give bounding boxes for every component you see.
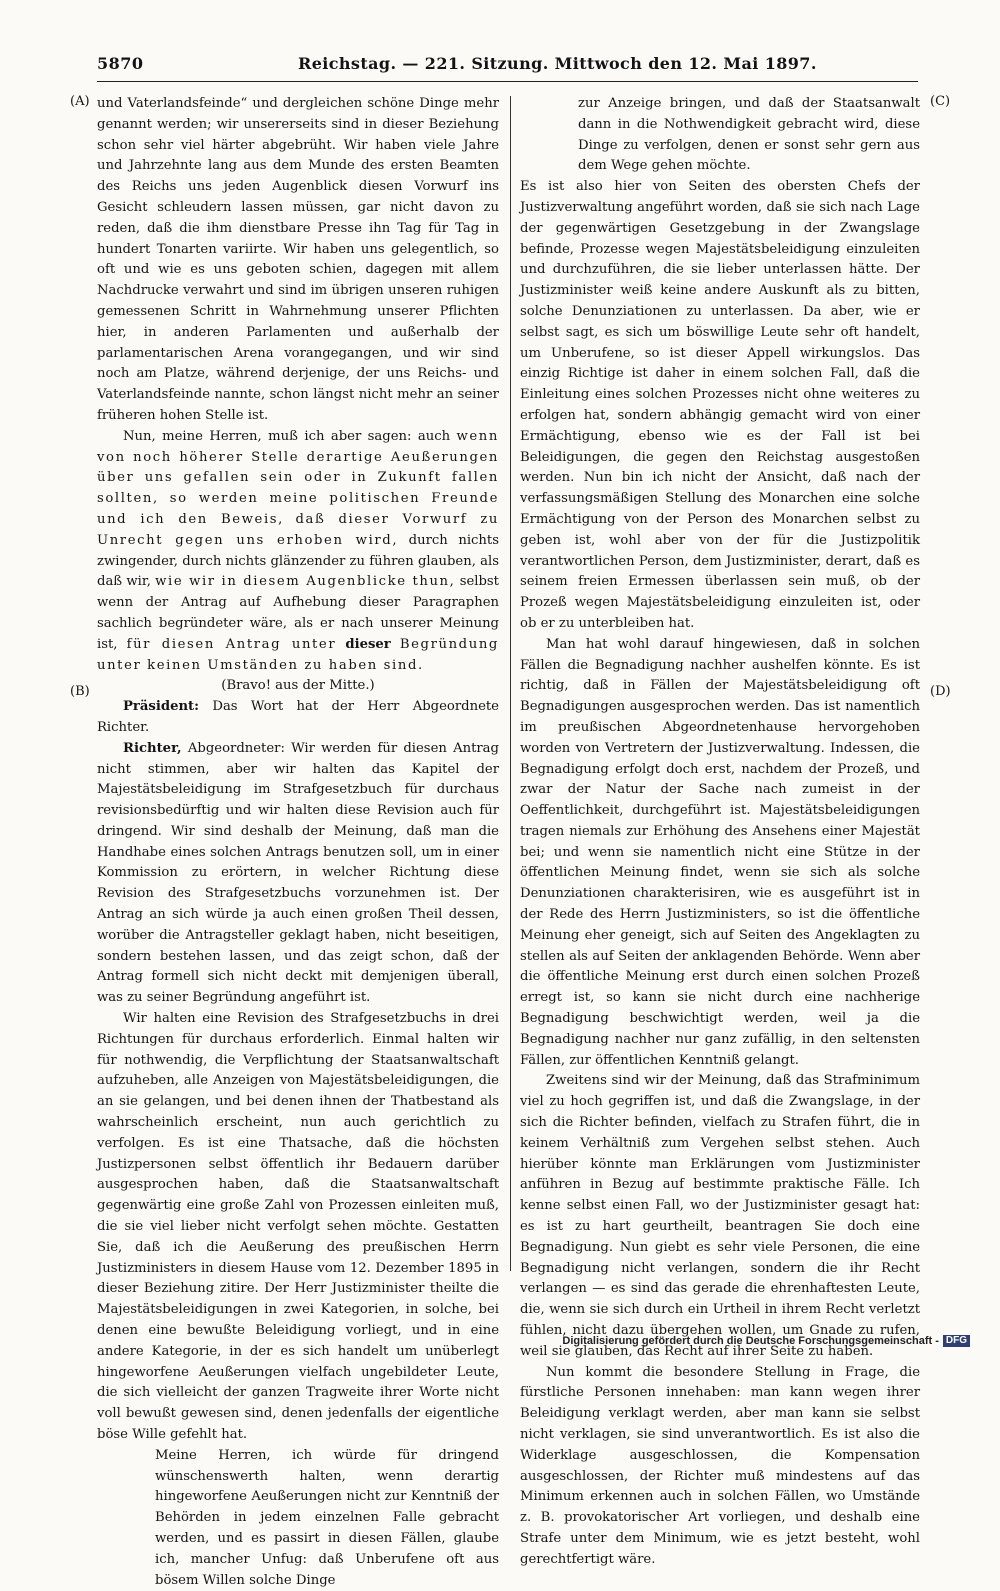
paragraph bbox=[97, 427, 499, 677]
applause-note: (Bravo! aus der Mitte.) bbox=[221, 678, 375, 694]
text-run: Abgeordneter: Wir werden für diesen Antrag nicht stimmen, aber wir halten das Kapitel der Majestätsbeleidigung im Strafgesetzbuch für durchaus revisionsbedürftig und wir halten diese Revision auch für dringend. Wir sind deshalb der Meinung, daß man die Handhabe eines solchen Antrags benutzen soll, um in einer Kommission zu erörtern, in welcher Richtung diese Revision des Strafgesetzbuchs vorzunehmen ist. Der Antrag an sich würde ja auch einen großen Theil dessen, worüber die Antragsteller geklagt haben, nicht beseitigen, sondern bestehen lassen, und das zeigt schon, daß der Antrag formell sich nicht deckt mit demjenigen überall, was zu seiner Begründung angeführt ist. bbox=[97, 740, 499, 1006]
emphasized-text: wenn von noch höherer Stelle derartige Aeußerungen über uns gefallen sein oder in Zukunft fallen sollten, so werden meine politischen Freunde und ich den Beweis, bbox=[97, 428, 499, 527]
emphasized-text: Begründung unter keinen Umständen zu haben sind. bbox=[97, 636, 499, 673]
digitization-note bbox=[562, 1335, 970, 1347]
bold-word: dieser bbox=[345, 636, 391, 652]
quotation: zur Anzeige bringen, und daß der Staatsanwalt dann in die Nothwendigkeit gebracht wird, diese Dinge zu verfolgen, denen er sonst sehr gern aus dem Wege gehen möchte. bbox=[578, 96, 920, 174]
paragraph: und Vaterlandsfeinde“ und dergleichen schöne Dinge mehr genannt werden; wir unsererseits sind in dieser Beziehung schon sehr viel härter abgebrüht. Wir haben viele Jahre und Jahrzehnte lang aus dem Munde des ersten Beamten des Reichs uns jeden Augenblick diesen Vorwurf ins Gesicht schleudern lassen müssen, gar nicht davon zu reden, daß die ihm dienstbare Presse ihn Tag für Tag in hundert Tonarten variirte. Wir haben uns gelegentlich, so oft und wie es uns geboten schien, dagegen mit allem Nachdrucke verwahrt und sind im übrigen unseren ruhigen gemessenen Schritt in Wahrnehmung unserer Pflichten hier, in anderen Parlamenten und außerhalb der parlamentarischen Arena vorangegangen, und wir sind noch am Platze, während derjenige, der uns Reichs- und Vaterlandsfeinde nannte, schon längst nicht mehr an seiner früheren hohen Stelle ist. bbox=[97, 96, 499, 423]
emphasized-text: daß dieser Vorwurf zu Unrecht gegen uns erhoben wird, bbox=[97, 511, 499, 548]
dfg-logo: DFG bbox=[943, 1335, 970, 1347]
margin-marker-a: (A) bbox=[70, 94, 90, 109]
text-run: Das Wort hat der Herr Abgeordnete Richter. bbox=[97, 699, 499, 735]
quotation: Meine Herren, ich würde für dringend wünschenswerth halten, wenn derartig hingeworfene Aeußerungen nicht zur Kenntniß der Behörden in jedem einzelnen Falle gebracht werden, und es passirt in diesen Fällen, glaube ich, mancher Unfug: daß Unberufene oft aus bösem Willen solche Dinge bbox=[155, 1447, 499, 1588]
paragraph bbox=[97, 739, 499, 1009]
text-run: selbst wenn der Antrag auf Aufhebung dieser Paragraphen sachlich begründeter wäre, als er nach unserer Meinung ist, bbox=[97, 574, 499, 652]
page-number: 5870 bbox=[97, 54, 144, 73]
emphasized-text: wie wir in diesem Augenblicke thun, bbox=[155, 574, 456, 590]
margin-marker-b: (B) bbox=[70, 684, 90, 699]
speaker-label: Präsident: bbox=[123, 699, 200, 715]
margin-marker-d: (D) bbox=[930, 684, 951, 699]
running-header: Reichstag. — 221. Sitzung. Mittwoch den 12. Mai 1897. bbox=[298, 54, 817, 73]
paragraph: Man hat wohl darauf hingewiesen, daß in solchen Fällen die Begnadigung nachher aushelfen könnte. Es ist richtig, daß in Fällen der Majestätsbeleidigung oft Begnadigungen ausgesprochen werden. Das ist namentlich im preußischen Abgeordnetenhause hervorgehoben worden von Vertretern der Justizverwaltung. Indessen, die Begnadigung erfolgt doch erst, nachdem der Prozeß, und zwar der Natur der Sache nach zumeist in der Oeffentlichkeit, durchgeführt ist. Majestätsbeleidigungen tragen niemals zur Erhöhung des Ansehens einer Majestät bei; und wenn sie namentlich nicht eine Stütze in der öffentlichen Meinung findet, wenn sie sich als solche Denunziationen charakterisiren, wie es ausgeführt ist in der Rede des Herrn Justizministers, so ist die öffentliche Meinung eher geneigt, sich auf Seiten des Angeklagten zu stellen als auf Seiten der anklagenden Behörde. Wenn aber die öffentliche Meinung erst durch einen solchen Prozeß erregt ist, so kann sie nicht durch eine nachherige Begnadigung beschwichtigt werden, weil ja die Begnadigung nachher nur ganz zufällig, in den seltensten Fällen, zur öffentlichen Kenntniß gelangt. bbox=[520, 636, 920, 1068]
left-column bbox=[97, 94, 499, 1588]
paragraph: Nun kommt die besondere Stellung in Frage, die fürstliche Personen innehaben: man kann wegen ihrer Beleidigung verklagt werden, aber man kann sie selbst nicht verklagen, sie sind unverantwortlich. Es ist also die Widerklage ausgeschlossen, die Kompensation ausgeschlossen, der Richter muß mindestens auf das Minimum erkennen auch in solchen Fällen, wo Umstände z. B. provokatorischer Art vorliegen, und deshalb eine Strafe unter dem Minimum, wie es jetzt besteht, wohl gerechtfertigt wäre. bbox=[520, 1364, 920, 1567]
margin-marker-c: (C) bbox=[930, 94, 951, 109]
header-rule bbox=[97, 81, 918, 82]
digitization-note-text: Digitalisierung gefördert durch die Deutsche Forschungsgemeinschaft - bbox=[562, 1335, 939, 1347]
paragraph: Wir halten eine Revision des Strafgesetzbuchs in drei Richtungen für durchaus erforderlich. Einmal halten wir für nothwendig, die Verpflichtung der Staatsanwaltschaft aufzuheben, alle Anzeigen von Majestätsbeleidigungen, die an sie gelangen, und bei denen ihnen der Thatbestand als wahrscheinlich erscheint, nun auch gerichtlich zu verfolgen. Es ist eine Thatsache, daß die höchsten Justizpersonen selbst öffentlich ihr Bedauern darüber ausgesprochen haben, daß die Staatsanwaltschaft gegenwärtig eine große Zahl von Prozessen einleiten muß, die sie viel lieber nicht verfolgt sehen möchte. Gestatten Sie, daß ich die Aeußerung des preußischen Herrn Justizministers in diesem Hause vom 12. Dezember 1895 in dieser Beziehung zitire. Der Herr Justizminister theilte die Majestätsbeleidigungen in zwei Kategorien, in solche, bei denen eine bewußte Beleidigung vorliegt, und in eine andere Kategorie, in der es sich handelt um unüberlegt hingeworfene Aeußerungen vielfach ungebildeter Leute, die sich vielleicht der ganzen Tragweite ihrer Worte nicht voll bewußt gewesen sind, denen jedenfalls der eigentliche böse Wille gefehlt hat. bbox=[97, 1011, 499, 1442]
column-divider bbox=[510, 96, 511, 1271]
speaker-label: Richter, bbox=[123, 740, 182, 756]
emphasized-text: für diesen Antrag unter bbox=[126, 636, 337, 652]
paragraph: Zweitens sind wir der Meinung, daß das Strafminimum viel zu hoch gegriffen ist, und daß die Zwangslage, in der sich die Richter befinden, vielfach zu Strafen führt, die in keinem Verhältniß zum Vergehen selbst stehen. Auch hierüber könnte man Erklärungen vom Justizminister anführen in Bezug auf bestimmte praktische Fälle. Ich kenne selbst einen Fall, wo der Justizminister gesagt hat: es ist zu hart geurtheilt, beantragen Sie doch eine Begnadigung. Nun giebt es sehr viele Personen, die eine Begnadigung nicht verlangen, sondern die ihr Recht verlangen — es sind das gerade die ehrenhaftesten Leute, die, wenn sie sich durch ein Urtheil in ihrem Recht verletzt fühlen, nicht dazu übergehen wollen, um Gnade zu rufen, weil sie glauben, das Recht auf ihrer Seite zu haben. bbox=[520, 1073, 920, 1359]
text-run: durch nichts zwingender, durch nichts glänzender zu führen glauben, als daß wir, bbox=[97, 532, 499, 590]
paragraph bbox=[97, 697, 499, 739]
text-run: Nun, meine Herren, muß ich aber sagen: auch bbox=[123, 428, 451, 444]
paragraph: Es ist also hier von Seiten des obersten Chefs der Justizverwaltung angeführt worden, daß sie sich nach Lage der gegenwärtigen Gesetzgebung in der Zwangslage befinde, Prozesse wegen Majestätsbeleidigung einzuleiten und durchzuführen, die sie lieber unterlassen hätte. Der Justizminister weiß keine andere Auskunft als zu bitten, solche Denunziationen zu unterlassen. Da aber, wie er selbst sagt, es sich um böswillige Leute sehr oft handelt, um Unberufene, so ist dieser Appell wirkungslos. Das einzig Richtige ist daher in einem solchen Fall, daß die Einleitung eines solchen Prozesses nicht ohne weiteres zu erfolgen hat, sondern abhängig gemacht wird von einer Ermächtigung, ebenso wie es der Fall ist bei Beleidigungen, die gegen den Reichstag ausgestoßen werden. Nun bin ich nicht der Ansicht, daß nach der verfassungsmäßigen Stellung des Monarchen eine solche Ermächtigung von der Person des Monarchen selbst zu geben ist, wohl aber von der für die Justizpolitik verantwortlichen Person, dem Justizminister, derart, daß es seinem freien Ermessen überlassen sein muß, ob der Prozeß wegen Majestätsbeleidigung einzuleiten ist, oder ob er zu unterbleiben hat. bbox=[520, 179, 920, 631]
